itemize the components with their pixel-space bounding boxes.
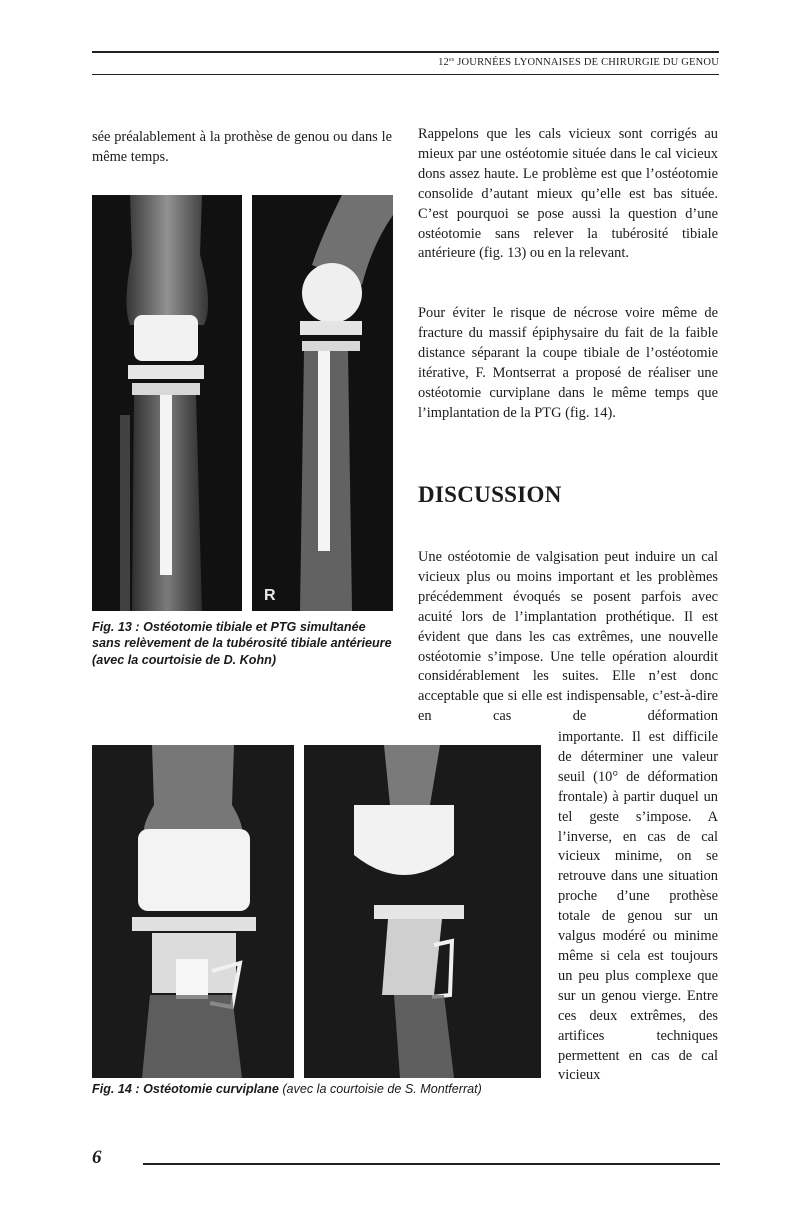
fig14-caption-credit: (avec la courtoisie de S. Montferrat): [278, 1082, 482, 1096]
page-number: 6: [92, 1147, 102, 1168]
fig14-caption: [92, 1081, 552, 1097]
fig13-xray-frontal-view: [92, 195, 242, 611]
header-rule-bottom: [92, 74, 719, 75]
running-head: $12^{es}$ JOURNÉES LYONNAISES DE CHIRURGIE DU GENOU: [438, 57, 719, 68]
fig13-caption: Fig. 13 : Ostéotomie tibiale et PTG simultanée sans relèvement de la tubérosité tibiale antérieure (avec la courtoisie de D. Kohn): [92, 620, 392, 667]
fig14-xray-lateral-view: [304, 745, 541, 1078]
footer-rule: [143, 1163, 720, 1165]
fig13-side-marker: R: [264, 587, 276, 604]
fig13-divider: [242, 195, 252, 611]
header-rule-top: [92, 51, 719, 53]
fig14-caption-bold: Fig. 14 : Ostéotomie curviplane: [92, 1082, 279, 1096]
fig14-xray-frontal-view: [92, 745, 294, 1078]
discussion-paragraph-wide: Une ostéotomie de valgisation peut induire un cal vicieux plus ou moins important et les problèmes précédemment évoqués se posent parfois avec acuité lors de l’implantation prothétique. Il est évident que dans les cas extrêmes, une nouvelle ostéotomie s’impose. Une telle opération alourdit considérablement les suites. Elle n’est donc acceptable que si elle est indispensable, c’est-à-dire en cas de déformation: [418, 549, 718, 725]
left-column-continuation-text: sée préalablement à la prothèse de genou ou dans le même temps.: [92, 129, 392, 165]
fig13-xray-lateral-view: [252, 195, 393, 611]
discussion-paragraph-narrow: importante. Il est difficile de déterminer une valeur seuil (10° de déformation frontale) à partir duquel un tel geste s’impose. A l’inverse, en cas de cal vicieux minime, on se retrouve dans une situation proche d’une prothèse totale de genou sur un valgus modéré ou minime même si cela est toujours un peu plus complexe que sur un genou vierge. Entre ces deux extrêmes, des artifices techniques permettent en cas de cal vicieux: [558, 729, 718, 1084]
section-title-discussion: DISCUSSION: [418, 482, 562, 507]
right-paragraph-2: Pour éviter le risque de nécrose voire même de fracture du massif épiphysaire du fait de la faible distance séparant la coupe tibiale de l’ostéotomie itérative, F. Montserrat a proposé de réaliser une ostéotomie curviplane dans le même temps que l’implantation de la PTG (fig. 14).: [418, 305, 718, 421]
right-paragraph-1: Rappelons que les cals vicieux sont corrigés au mieux par une ostéotomie située dans le cal vicieux dons assez haute. Le problème est que l’ostéotomie consolide d’autant mieux qu’elle est bas située. C’est pourquoi se pose aussi la question d’une ostéotomie sans relever la tubérosité tibiale antérieure (fig. 13) ou en la relevant.: [418, 126, 718, 262]
